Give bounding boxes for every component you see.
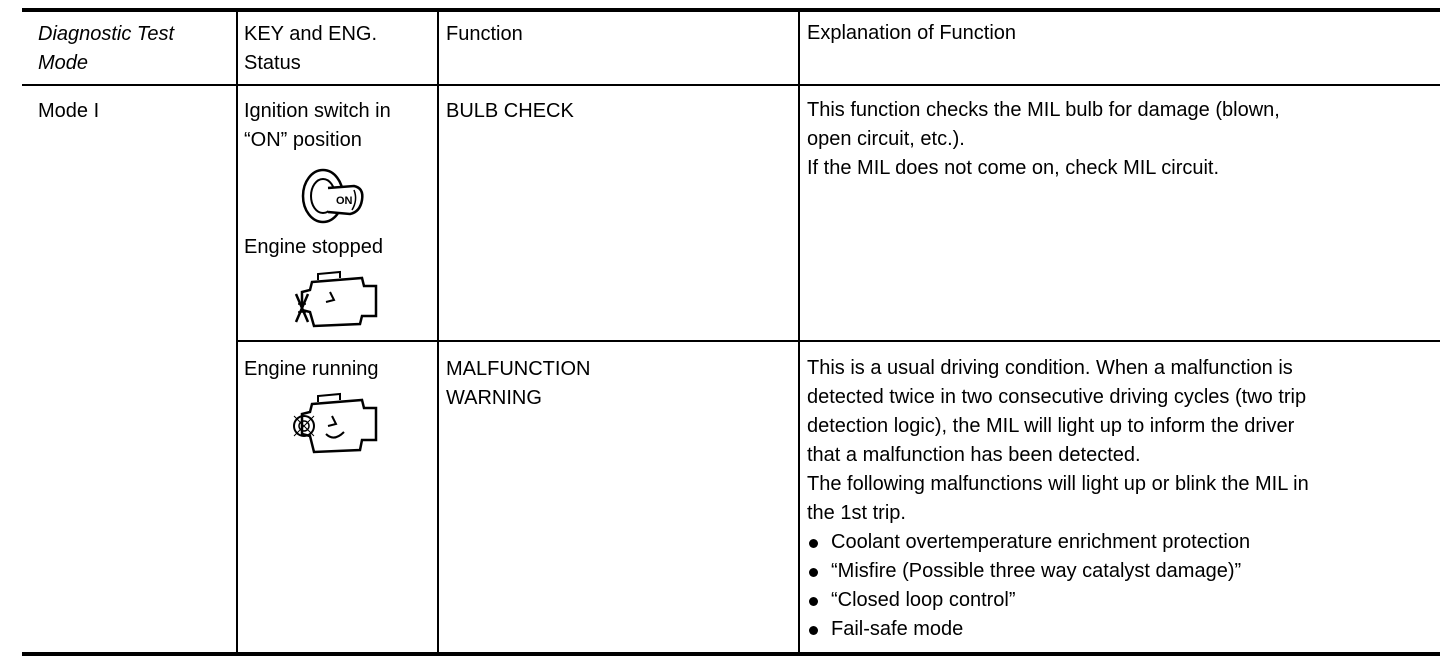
table-bottom-rule (22, 652, 1440, 656)
header-text-line: Status (244, 52, 301, 74)
list-item (807, 586, 1309, 615)
engine-running-icon (292, 386, 382, 456)
header-text-line: Diagnostic Test (38, 23, 174, 45)
status-text-line: Ignition switch in (244, 100, 391, 122)
explanation-line: This is a usual driving condition. When a malfunction is (807, 357, 1293, 379)
header-separator (22, 84, 1440, 86)
malfunction-bullet-list (807, 528, 1309, 644)
status-ignition-on (244, 97, 391, 155)
bullet-text: Fail-safe mode (831, 618, 964, 640)
diagnostic-table (22, 0, 1440, 666)
list-item (807, 528, 1309, 557)
mode-label: Mode I (38, 100, 100, 122)
table-top-rule (22, 8, 1440, 12)
status-engine-running: Engine running (244, 358, 379, 380)
bullet-icon (809, 539, 818, 548)
key-icon-label: ON (336, 195, 353, 207)
header-text-line: Mode (38, 52, 89, 74)
header-explanation: Explanation of Function (807, 22, 1017, 44)
bullet-icon (809, 568, 818, 577)
explanation-line: the 1st trip. (807, 502, 906, 524)
explanation-line: This function checks the MIL bulb for damage (blown, (807, 99, 1280, 121)
column-divider-1 (236, 10, 238, 654)
explanation-malfunction-warning (807, 354, 1309, 644)
bullet-text: Coolant overtemperature enrichment protection (831, 531, 1251, 553)
bullet-text: “Misfire (Possible three way catalyst damage)” (831, 560, 1242, 582)
bullet-text: “Closed loop control” (831, 589, 1016, 611)
row-separator (236, 340, 1440, 342)
status-engine-stopped: Engine stopped (244, 236, 384, 258)
explanation-line: The following malfunctions will light up or blink the MIL in (807, 473, 1309, 495)
list-item (807, 615, 1309, 644)
explanation-line: that a malfunction has been detected. (807, 444, 1141, 466)
status-text-line: “ON” position (244, 129, 362, 151)
column-divider-2 (437, 10, 439, 654)
bullet-icon (809, 597, 818, 606)
bullet-icon (809, 626, 818, 635)
header-function: Function (446, 23, 523, 45)
explanation-line: detected twice in two consecutive driving cycles (two trip (807, 386, 1307, 408)
header-text-line: KEY and ENG. (244, 23, 378, 45)
explanation-line: If the MIL does not come on, check MIL circuit. (807, 157, 1220, 179)
function-text-line: WARNING (446, 387, 542, 409)
column-divider-3 (798, 10, 800, 654)
function-bulb-check: BULB CHECK (446, 100, 574, 122)
function-malfunction-warning (446, 355, 590, 413)
header-key-eng-status (244, 20, 377, 78)
header-diagnostic-test-mode (38, 20, 174, 78)
engine-stopped-icon (292, 264, 382, 330)
list-item (807, 557, 1309, 586)
explanation-bulb-check (807, 96, 1280, 183)
ignition-key-on-icon (298, 166, 368, 228)
explanation-line: open circuit, etc.). (807, 128, 965, 150)
function-text-line: MALFUNCTION (446, 358, 591, 380)
explanation-line: detection logic), the MIL will light up to inform the driver (807, 415, 1295, 437)
